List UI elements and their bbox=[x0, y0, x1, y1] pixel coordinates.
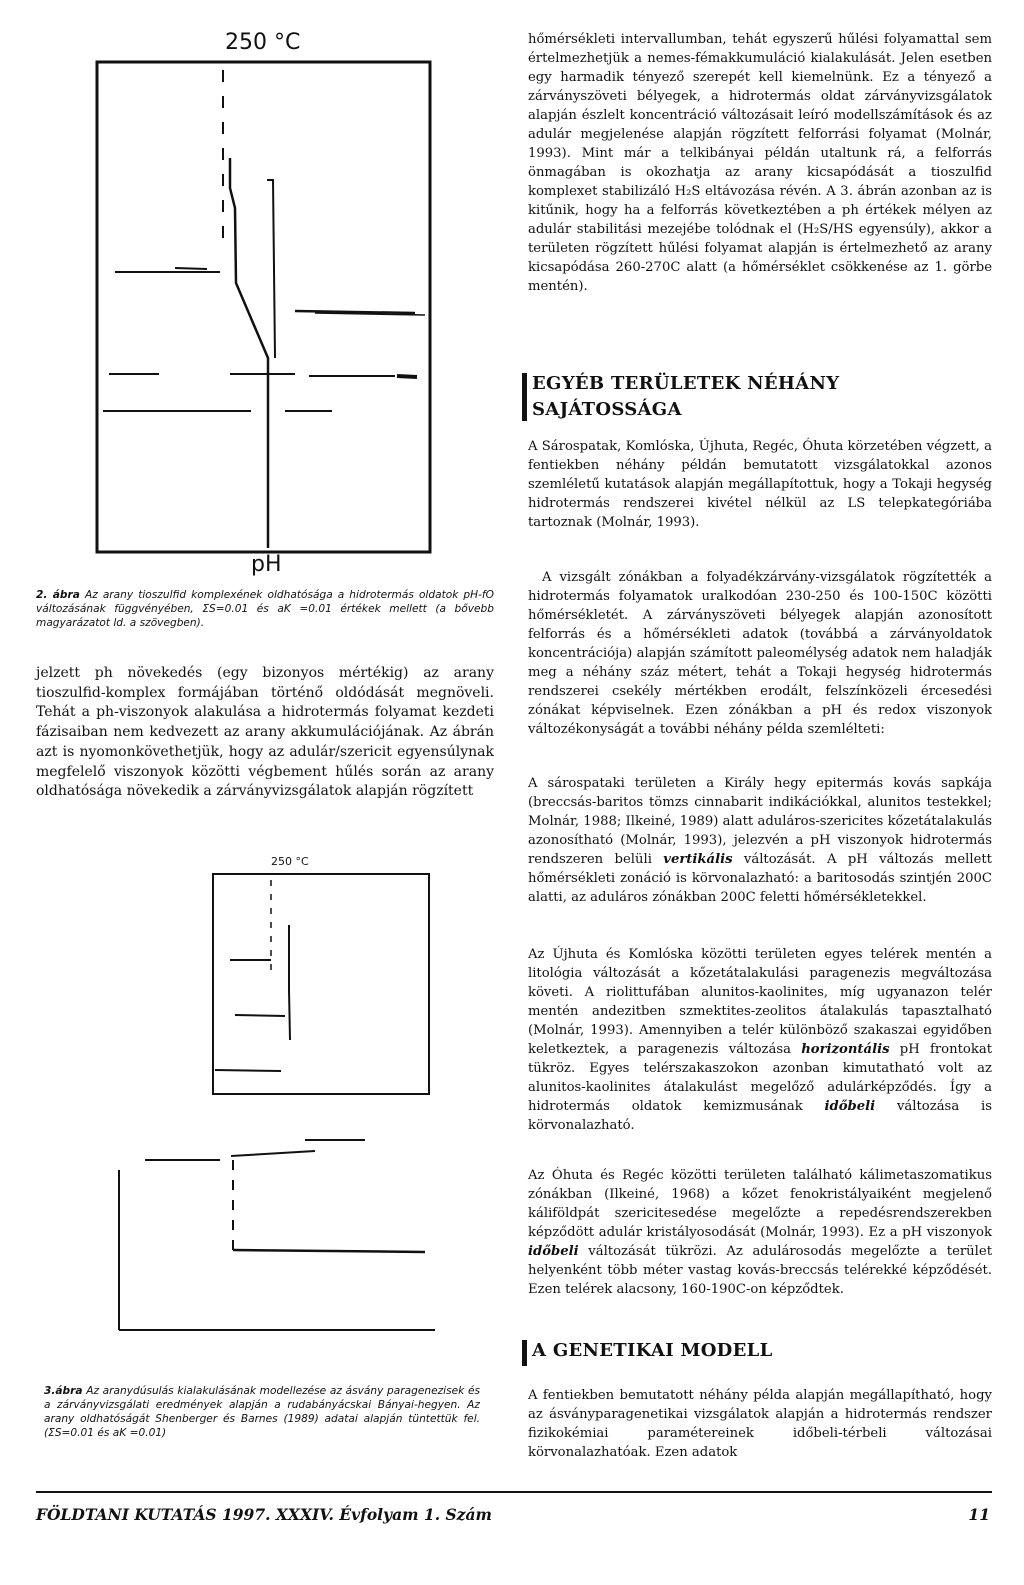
right-intro-paragraph: hőmérsékleti intervallumban, tehát egyszerű hűlési folyamattal sem értelmezhetjük a nemes-fémakkumuláció kialakulását. Jelen esetben egy harmadik tényező szerepét kell kiemelnünk. Ez a tényező a zárványszöveti bélyegek, a hidrotermás oldat zárványvizsgálatok alapján észlelt koncentráció változásait leíró modellszámítások és az adulár megjelenése alapján rögzített felforrási folyamat (Molnár, 1993). Mint már a telkibányai példán utaltunk rá, a felforrás önmagában is okozhatja az arany kicsapódását a tioszulfid komplexet stabilizáló H₂S eltávozása révén. A 3. ábrán azonban az is kitűnik, hogy ha a felforrás következtében a ph értékek mélyen az adulár stabilitási mezejébe tolódnak el (H₂S/HS egyensúly), akkor a területen rögzített hűlési folyamat alapján is értelmezhető az arany kicsapódása 260-270C alatt (a hőmérséklet csökkenése az 1. görbe mentén). bbox=[528, 32, 992, 294]
figure-2-temperature-label: 250 °C bbox=[225, 30, 301, 55]
paragraph-sarospatak-text-1: A sárospataki területen a Király hegy epitermás kovás sapkája (breccsás-baritos tömzs cinnabarit indikációkkal, alunitos testekkel; Molnár, 1988; Ilkeiné, 1989) alatt aduláros-szericites kőzetátalakulás azonosítható (Molnár, 1993), jelezvén a pH viszonyok hidrotermás rendszeren belüli bbox=[528, 776, 992, 867]
heading-bar-2 bbox=[522, 1340, 527, 1366]
heading-line-1: EGYÉB TERÜLETEK NÉHÁNY bbox=[532, 373, 840, 394]
paragraph-ohuta-emphasis: időbeli bbox=[528, 1244, 579, 1259]
paragraph-ujhuta bbox=[528, 945, 992, 1135]
paragraph-ujhuta-text-2: pH frontokat tükröz. Egyes telérszakaszokon azonban kimutatható volt az alunitos-kaolinites átalakulást megelőző adulárképződés. Így a hidrotermás oldatok kemizmusának bbox=[528, 1042, 992, 1114]
figure-2-ph-axis-label: pH bbox=[251, 552, 282, 577]
paragraph-zones: A vizsgált zónákban a folyadékzárvány-vizsgálatok rögzítették a hidrotermás folyamatok uralkodóan 230-250 és 100-150C közötti hőmérsékletét. A zárványszöveti bélyegek alapján azonosított felforrás és a hőmérsékleti adatok (továbbá a zárványoldatok koncentrációja) alapján számított paleomélység adatok nem haladják meg a néhány száz métert, tehát a Tokaji hegység hidrotermás rendszerei csekély mértékben erodált, felszínközeli ércesedési zónákat képviselnek. Ezen zónákban a pH és redox viszonyok változékonyságát a további néhány példa szemlélteti: bbox=[528, 570, 992, 737]
figure-2 bbox=[95, 30, 435, 590]
figure-2-caption bbox=[36, 588, 494, 630]
figure-3-diagram bbox=[95, 870, 455, 1370]
paragraph-ujhuta-emphasis-2: időbeli bbox=[824, 1099, 876, 1114]
figure-3 bbox=[95, 855, 455, 1375]
paragraph-sarospatak bbox=[528, 774, 992, 907]
paragraph-genetic-model: A fentiekben bemutatott néhány példa alapján megállapítható, hogy az ásványparagenetikai vizsgálatok alapján a hidrotermás rendszer fizikokémiai paramétereinek időbeli-térbeli változásai körvonalazhatóak. Ezen adatok bbox=[528, 1388, 992, 1460]
heading-genetic-model-text: A GENETIKAI MODELL bbox=[532, 1340, 773, 1361]
left-body-text: jelzett ph növekedés (egy bizonyos mértékig) az arany tioszulfid-komplex formájában történő oldódását megnöveli. Tehát a ph-viszonyok alakulása a hidrotermás folyamat kezdeti fázisaiban nem kedvezett az arany akkumulációjának. Az ábrán azt is nyomonkövethetjük, hogy az adulár/szericit egyensúlynak megfelelő viszonyok közötti végbement hűlés során az arany oldhatósága növekedik a zárványvizsgálatok alapján rögzített bbox=[36, 665, 494, 800]
section-heading-genetic-model bbox=[522, 1339, 992, 1367]
journal-footer: FÖLDTANI KUTATÁS 1997. XXXIV. Évfolyam 1. Szám bbox=[36, 1505, 492, 1524]
page-number: 11 bbox=[968, 1505, 990, 1524]
paragraph-ujhuta-emphasis-1: horizontális bbox=[801, 1042, 890, 1057]
paragraph-ujhuta-text-1: Az Újhuta és Komlóska közötti területen egyes telérek mentén a litológia változását a kőzetátalakulási paragenezis megváltozása követi. A riolittufában alunitos-kaolinites, míg ugyanazon telér mentén andezitben szmektites-zeolitos átalakulás tapasztalható (Molnár, 1993). Amennyiben a telér különböző szakaszai egyidőben keletkeztek, a paragenezis változása bbox=[528, 947, 992, 1057]
figure-3-caption bbox=[44, 1384, 480, 1440]
figure-2-caption-number: 2. ábra bbox=[36, 589, 80, 601]
figure-3-caption-number: 3.ábra bbox=[44, 1385, 83, 1397]
figure-2-caption-text: Az arany tioszulfid komplexének oldhatósága a hidrotermás oldatok pH-fO változásának függvényében, ΣS=0.01 és aK =0.01 értékek mellett (a bővebb magyarázatot ld. a szövegben). bbox=[36, 589, 494, 629]
paragraph-ujhuta-text-3: változása is körvonalazható. bbox=[528, 1099, 992, 1133]
footer-rule bbox=[36, 1491, 992, 1493]
figure-3-temperature-label: 250 °C bbox=[271, 855, 309, 868]
paragraph-other-areas-intro: A Sárospatak, Komlóska, Újhuta, Regéc, Óhuta körzetében végzett, a fentiekben néhány példán bemutatott vizsgálatokkal azonos szemléletű kutatások alapján megállapítottuk, hogy a Tokaji hegység hidrotermás rendszerei kivétel nélkül az LS telepkategóriába tartoznak (Molnár, 1993). bbox=[528, 439, 992, 530]
paragraph-ohuta-text-1: Az Óhuta és Regéc közötti területen található kálimetaszomatikus zónákban (Ilkeiné, 1968) a kőzet fenokristályaiként megjelenő káliföldpát szericitesedése megelőzte a repedésrendszerekben képződött adulár kristályosodását (Molnár, 1993). Ez a pH viszonyok bbox=[528, 1168, 992, 1240]
paragraph-ohuta-text-2: változását tükrözi. Az adulárosodás megelőzte a terület helyenként több méter vastag kovás-breccsás telérekké képződését. Ezen telérek alacsony, 160-190C-on képződtek. bbox=[528, 1244, 992, 1297]
paragraph-ohuta bbox=[528, 1166, 992, 1299]
paragraph-sarospatak-emphasis: vertikális bbox=[663, 852, 733, 867]
heading-line-2: SAJÁTOSSÁGA bbox=[532, 399, 682, 420]
heading-bar bbox=[522, 373, 527, 421]
figure-2-diagram bbox=[95, 58, 435, 558]
figure-3-caption-text: Az aranydúsulás kialakulásának modellezése az ásvány paragenezisek és a zárványvizsgálati eredmények alapján a rudabányácskai Bányai-hegyen. Az arany oldhatóságát Shenberger és Barnes (1989) adatai alapján tüntettük fel. (ΣS=0.01 és aK =0.01) bbox=[44, 1385, 480, 1439]
section-heading-other-areas bbox=[522, 372, 992, 422]
paragraph-sarospatak-text-2: változását. A pH változás mellett hőmérsékleti zonáció is körvonalazható: a baritosodás szintjén 200C alatti, az aduláros zónákban 200C feletti hőmérsékletekkel. bbox=[528, 852, 992, 905]
